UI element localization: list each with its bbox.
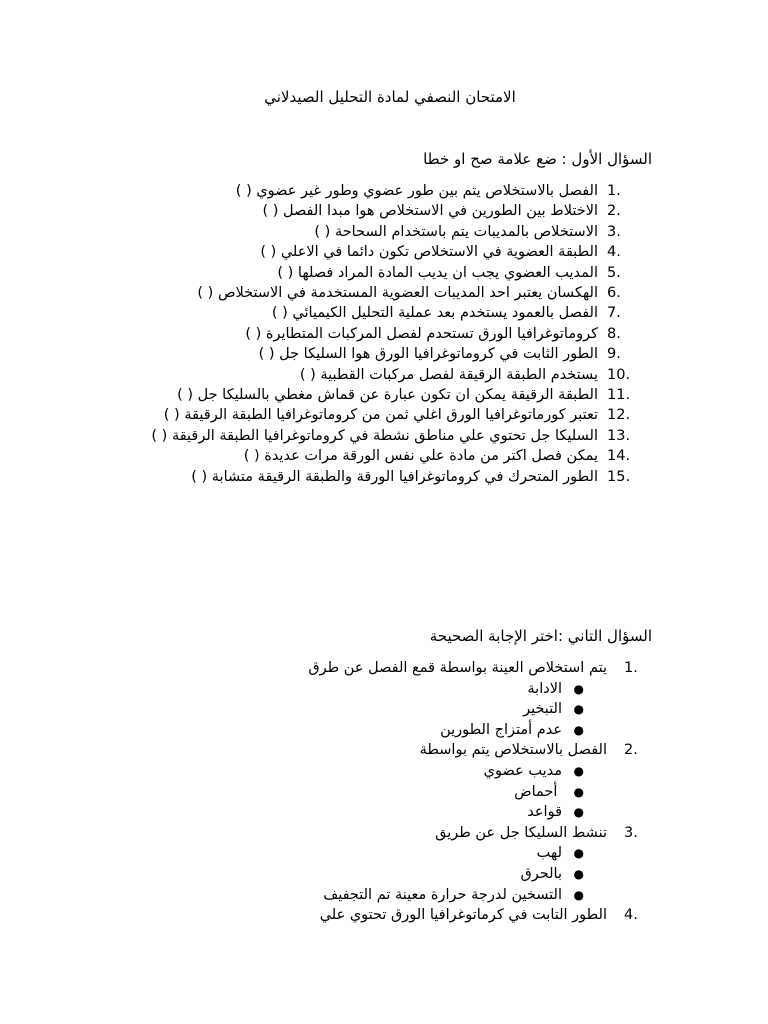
list-item	[88, 446, 631, 466]
question-stem	[132, 905, 652, 926]
bullet-icon: ●	[573, 866, 584, 881]
question-text: يتم استخلاص العينة بواسطة قمع الفصل عن طرق	[308, 660, 607, 676]
list-item	[88, 263, 628, 283]
mc-question	[132, 823, 652, 905]
item-text: المديب العضوي يجب ان يديب المادة المراد فصلها ( )	[277, 264, 598, 281]
item-number: 15.	[607, 468, 631, 485]
option-text: مديب عضوي	[483, 762, 562, 779]
item-number: 2.	[607, 203, 621, 220]
option-list	[132, 843, 652, 905]
item-number: 6.	[607, 285, 621, 302]
item-number: 1.	[607, 183, 621, 199]
item-number: 4.	[624, 907, 638, 924]
option-text: عدم أمتزاج الطورين	[440, 721, 562, 738]
item-text: الاختلاط بين الطورين في الاستخلاص هوا مبدا الفصل ( )	[262, 203, 598, 220]
option-list	[132, 679, 652, 741]
option-text: الادابة	[527, 680, 562, 697]
true-false-list	[88, 181, 631, 487]
answer-option	[132, 782, 652, 803]
option-text: التسخين لدرجة حرارة معينة تم التجفيف	[323, 886, 562, 903]
list-item	[88, 303, 628, 323]
item-number: 2.	[624, 742, 638, 759]
item-text: الهكسان يعتبر احد المديبات العضوية المستخدمة في الاستخلاص ( )	[197, 285, 598, 302]
answer-option	[132, 885, 652, 906]
item-number: 14.	[607, 448, 631, 465]
mc-question	[132, 740, 652, 822]
item-text: الفصل بالاستخلاص يتم بين طور عضوي وطور غير عضوي ( )	[235, 183, 598, 199]
option-text: بالحرق	[520, 865, 562, 882]
item-number: 3.	[607, 223, 621, 240]
bullet-icon: ●	[573, 763, 584, 778]
item-text: السليكا جل تحتوي علي مناطق نشطة في كروماتوغرافيا الطبقة الرقيقة ( )	[151, 427, 598, 444]
bullet-icon: ●	[573, 681, 584, 696]
question-stem	[132, 823, 652, 844]
bullet-icon: ●	[573, 784, 584, 799]
item-number: 12.	[607, 407, 631, 424]
question-text: تنشط السليكا جل عن طريق	[435, 824, 607, 841]
document-title: الامتحان النصفي لمادة التحليل الصيدلاني	[264, 88, 516, 106]
list-item	[88, 405, 631, 425]
item-text: الاستخلاص بالمديبات يتم باستخدام السحاحة ( )	[314, 223, 598, 240]
item-number: 13.	[607, 427, 631, 444]
question2-heading: السؤال التاني :اختر الإجابة الصحيحة	[429, 627, 652, 645]
list-item	[88, 283, 628, 303]
option-text: التبخير	[523, 701, 562, 718]
list-item	[88, 385, 631, 405]
multiple-choice-list	[132, 658, 652, 926]
question-text: الفصل بالاستخلاص يتم بواسطة	[419, 742, 607, 759]
answer-option	[132, 843, 652, 864]
bullet-icon: ●	[573, 722, 584, 737]
bullet-icon: ●	[573, 702, 584, 717]
list-item	[88, 324, 628, 344]
answer-option	[132, 802, 652, 823]
item-text: تعتبر كورماتوغرافيا الورق اغلي ثمن من كروماتوغرافيا الطبقة الرقيقة ( )	[163, 407, 598, 424]
option-list	[132, 761, 652, 823]
item-number: 7.	[607, 305, 621, 322]
question-stem	[132, 740, 652, 761]
answer-option	[132, 720, 652, 741]
question-text: الطور التابت في كرماتوغرافيا الورق تحتوي علي	[319, 907, 607, 924]
option-text: قواعد	[527, 804, 562, 821]
option-text: أحماض	[514, 783, 562, 800]
answer-option	[132, 679, 652, 700]
list-item	[88, 222, 628, 242]
item-number: 10.	[607, 366, 631, 383]
item-text: الطور المتحرك في كروماتوغرافيا الورقة والطبقة الرقيقة متشابة ( )	[191, 468, 598, 485]
item-text: يستخدم الطبقة الرقيقة لفصل مركبات القطبية ( )	[299, 366, 598, 383]
list-item	[88, 426, 631, 446]
item-text: كروماتوغرافيا الورق تستحدم لفصل المركبات المتطايرة ( )	[245, 325, 598, 342]
question1-heading: السؤال الأول : ضع علامة صح او خطا	[423, 150, 652, 168]
bullet-icon: ●	[573, 805, 584, 820]
option-text: لهب	[536, 845, 562, 862]
item-text: الطور الثابت في كروماتوغرافيا الورق هوا السليكا جل ( )	[258, 346, 598, 363]
bullet-icon: ●	[573, 887, 584, 902]
list-item	[88, 344, 628, 364]
bullet-icon: ●	[573, 846, 584, 861]
list-item	[88, 201, 628, 221]
item-text: الفصل بالعمود يستخدم بعد عملية التحليل الكيميائي ( )	[271, 305, 598, 322]
list-item	[88, 181, 628, 201]
item-number: 1.	[624, 660, 638, 676]
list-item	[88, 242, 628, 262]
answer-option	[132, 864, 652, 885]
list-item	[88, 467, 631, 487]
item-number: 3.	[624, 824, 638, 841]
mc-question	[132, 905, 652, 926]
list-item	[88, 365, 631, 385]
item-number: 5.	[607, 264, 621, 281]
item-number: 9.	[607, 346, 621, 363]
item-number: 11.	[607, 387, 631, 404]
item-number: 8.	[607, 325, 621, 342]
item-number: 4.	[607, 244, 621, 261]
item-text: الطبقة العضوية في الاستخلاص تكون دائما في الاعلي ( )	[260, 244, 598, 261]
question-stem	[132, 658, 652, 679]
item-text: يمكن فصل اكتر من مادة علي نفس الورقة مرات عديدة ( )	[243, 448, 598, 465]
answer-option	[132, 699, 652, 720]
mc-question	[132, 658, 652, 740]
item-text: الطبقة الرقيقة يمكن ان تكون عبارة عن قماش مغطي بالسليكا جل ( )	[177, 387, 598, 404]
answer-option	[132, 761, 652, 782]
